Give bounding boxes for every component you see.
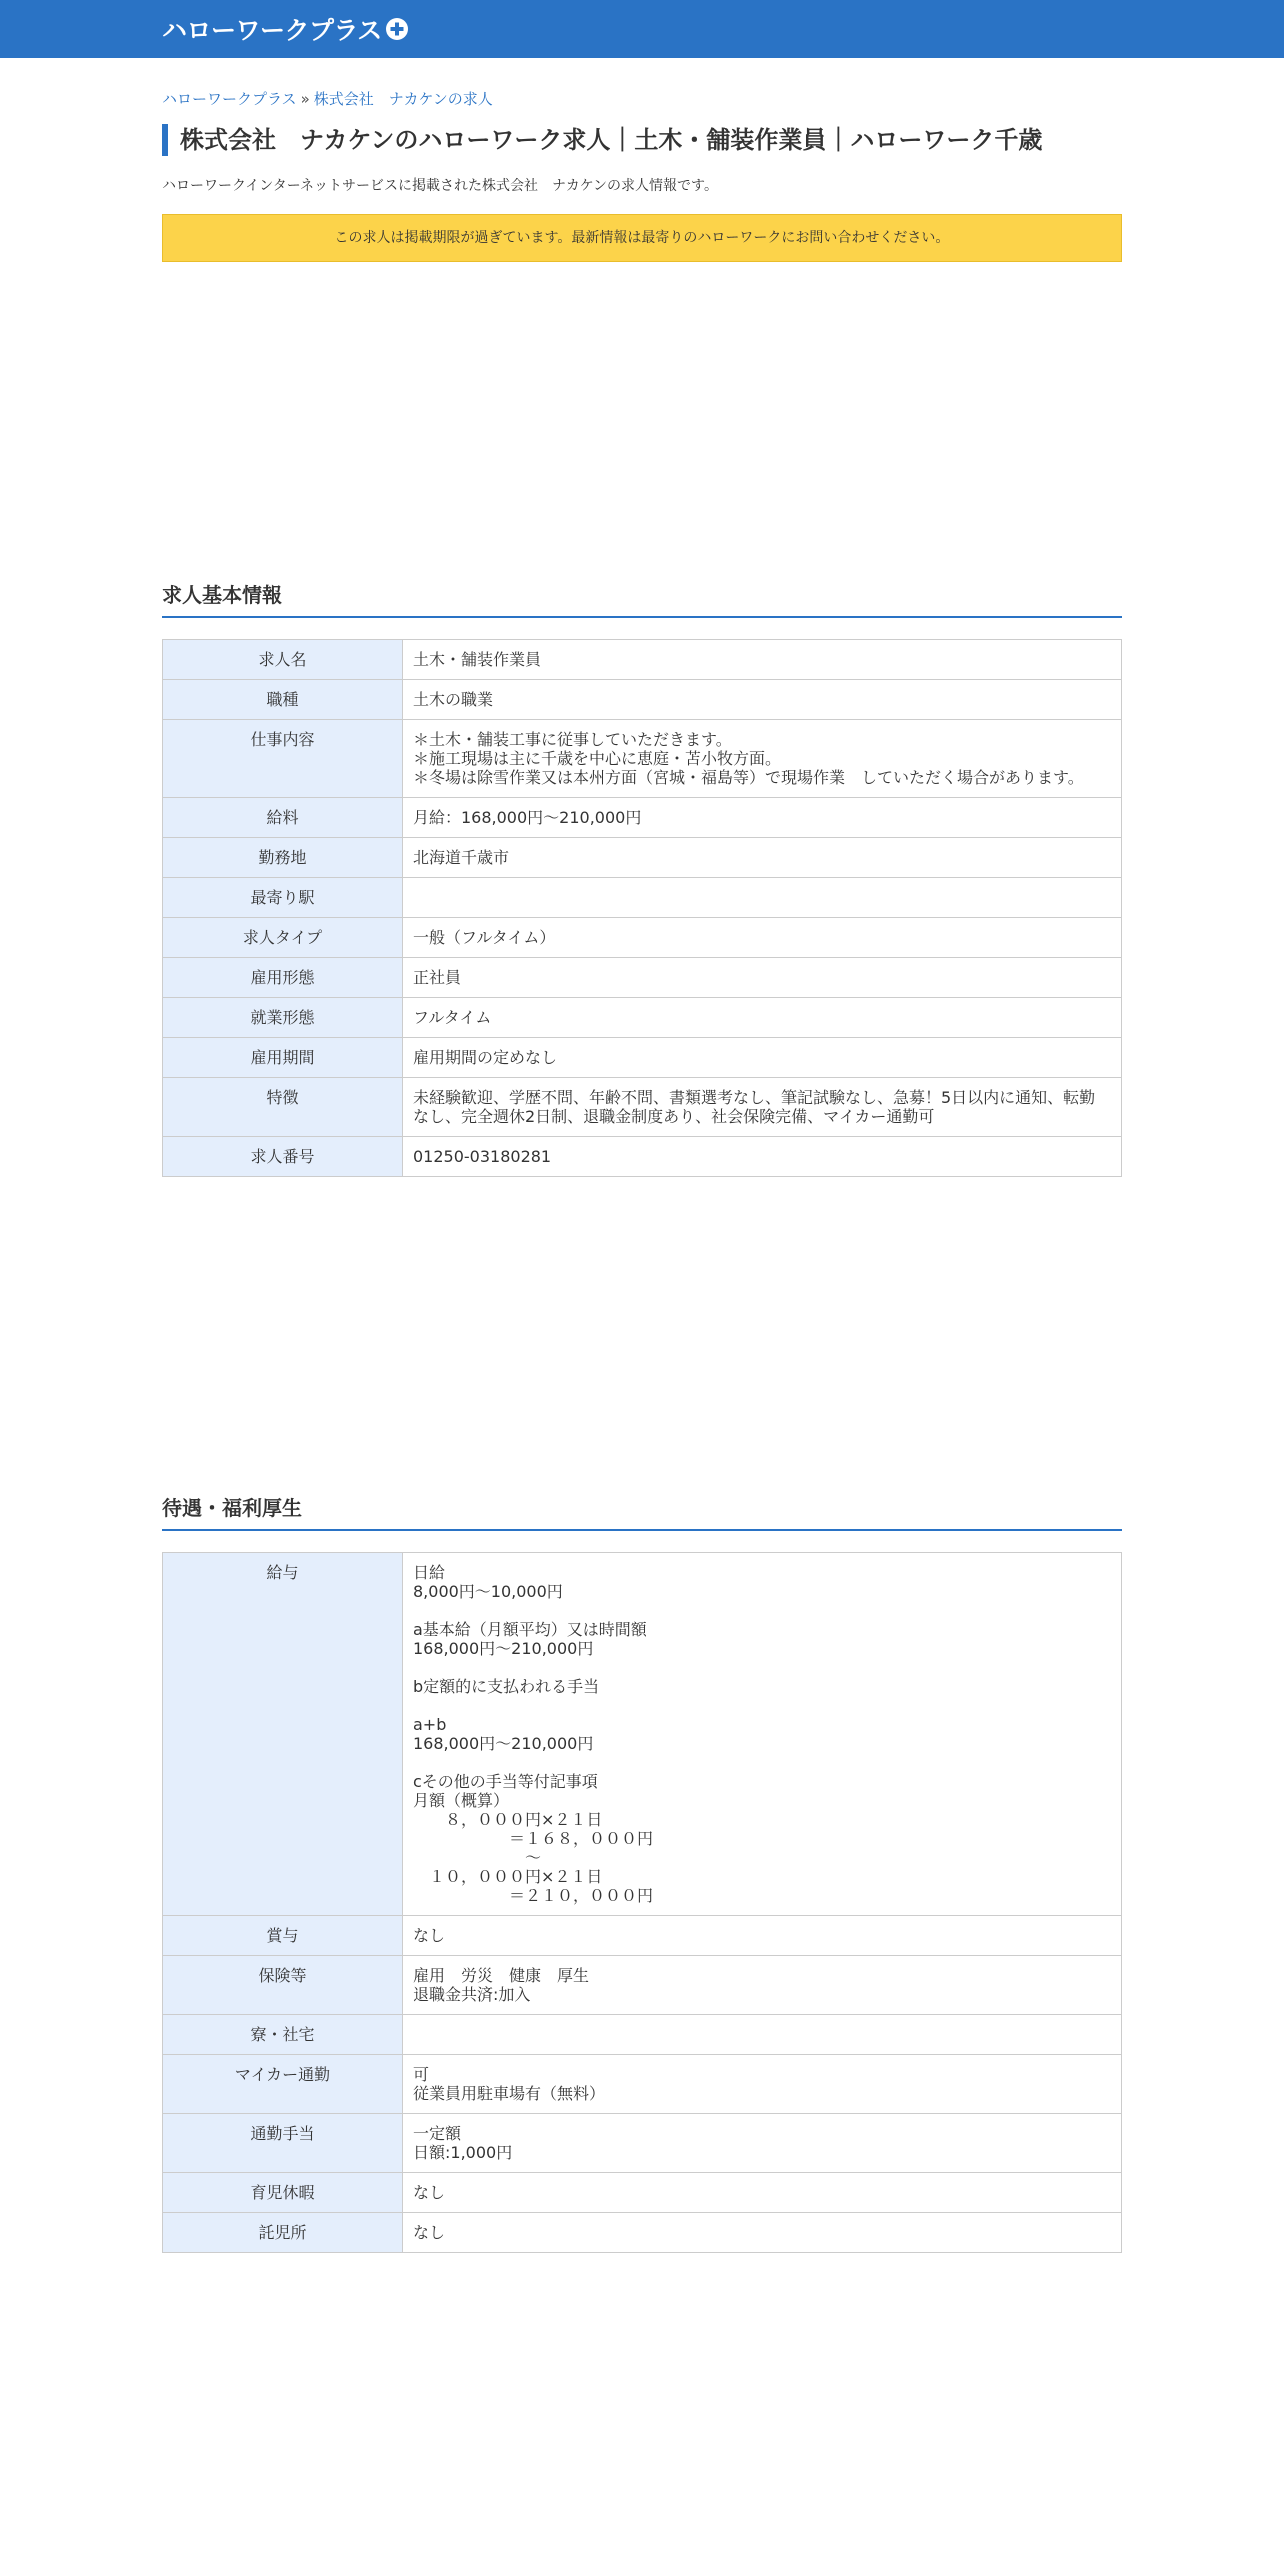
row-value: 土木の職業 [403,680,1122,720]
table-row [163,680,1122,720]
row-label: 求人タイプ [163,918,403,958]
expired-notice: この求人は掲載期限が過ぎています。最新情報は最寄りのハローワークにお問い合わせください。 [162,214,1122,262]
row-label: 給与 [163,1553,403,1916]
row-label: 賞与 [163,1916,403,1956]
row-label: 託児所 [163,2213,403,2253]
row-value: 可 従業員用駐車場有（無料） [403,2055,1122,2114]
table-row [163,2055,1122,2114]
row-label: 職種 [163,680,403,720]
table-row [163,1956,1122,2015]
row-value: なし [403,1916,1122,1956]
row-label: 育児休暇 [163,2173,403,2213]
row-label: 求人名 [163,640,403,680]
row-value: 一般（フルタイム） [403,918,1122,958]
row-label: 勤務地 [163,838,403,878]
row-value: 正社員 [403,958,1122,998]
row-value: 日給 8,000円～10,000円 a基本給（月額平均）又は時間額 168,000円～210,000円 b定額的に支払われる手当 a+b 168,000円～210,000円 cその他の手当等付記事項 月額（概算） ８，０００円×２１日 ＝１６８，０００円 ～ １０，０００円×２１日 ＝２１０，０００円 [403,1553,1122,1916]
row-label: 求人番号 [163,1137,403,1177]
row-label: 特徴 [163,1078,403,1137]
row-label: 保険等 [163,1956,403,2015]
row-value: 北海道千歳市 [403,838,1122,878]
row-value: 月給：168,000円～210,000円 [403,798,1122,838]
row-label: 雇用期間 [163,1038,403,1078]
site-name: ハローワークプラス [162,16,382,45]
basic-info-table [162,639,1122,1177]
row-label: 寮・社宅 [163,2015,403,2055]
row-label: 雇用形態 [163,958,403,998]
row-label: マイカー通勤 [163,2055,403,2114]
page-intro: ハローワークインターネットサービスに掲載された株式会社 ナカケンの求人情報です。 [162,178,718,194]
breadcrumb [162,88,493,109]
row-label: 仕事内容 [163,720,403,798]
row-label: 就業形態 [163,998,403,1038]
table-row [163,1078,1122,1137]
row-value: なし [403,2213,1122,2253]
table-row [163,2173,1122,2213]
breadcrumb-current-link[interactable]: 株式会社 ナカケンの求人 [313,90,493,108]
table-row [163,720,1122,798]
table-row [163,918,1122,958]
table-row [163,958,1122,998]
table-row [163,1916,1122,1956]
row-value: ＊土木・舗装工事に従事していただきます。 ＊施工現場は主に千歳を中心に恵庭・苫小牧方面。 ＊冬場は除雪作業又は本州方面（宮城・福島等）で現場作業 していただく場合があります。 [403,720,1122,798]
table-row [163,798,1122,838]
row-value [403,878,1122,918]
row-label: 最寄り駅 [163,878,403,918]
row-value: 土木・舗装作業員 [403,640,1122,680]
row-label: 給料 [163,798,403,838]
table-row [163,2015,1122,2055]
row-label: 通勤手当 [163,2114,403,2173]
benefits-heading: 待遇・福利厚生 [162,1493,1122,1531]
row-value: 雇用期間の定めなし [403,1038,1122,1078]
table-row [163,640,1122,680]
benefits-table [162,1552,1122,2253]
row-value [403,2015,1122,2055]
table-row [163,998,1122,1038]
table-row [163,2114,1122,2173]
breadcrumb-separator: » [300,90,310,108]
site-header [0,0,1284,58]
table-row [163,1038,1122,1078]
row-value: なし [403,2173,1122,2213]
table-row [163,838,1122,878]
row-value: 01250-03180281 [403,1137,1122,1177]
basic-info-heading: 求人基本情報 [162,580,1122,618]
table-row [163,878,1122,918]
site-logo[interactable] [162,12,409,46]
table-row [163,1137,1122,1177]
breadcrumb-home-link[interactable]: ハローワークプラス [162,90,297,108]
page-title: 株式会社 ナカケンのハローワーク求人｜土木・舗装作業員｜ハローワーク千歳 [162,124,1122,156]
row-value: 一定額 日額:1,000円 [403,2114,1122,2173]
table-row [163,1553,1122,1916]
row-value: 雇用 労災 健康 厚生 退職金共済:加入 [403,1956,1122,2015]
table-row [163,2213,1122,2253]
row-value: フルタイム [403,998,1122,1038]
row-value: 未経験歓迎、学歴不問、年齢不問、書類選考なし、筆記試験なし、急募！5日以内に通知、転勤なし、完全週休2日制、退職金制度あり、社会保険完備、マイカー通勤可 [403,1078,1122,1137]
plus-circle-icon [385,17,409,41]
